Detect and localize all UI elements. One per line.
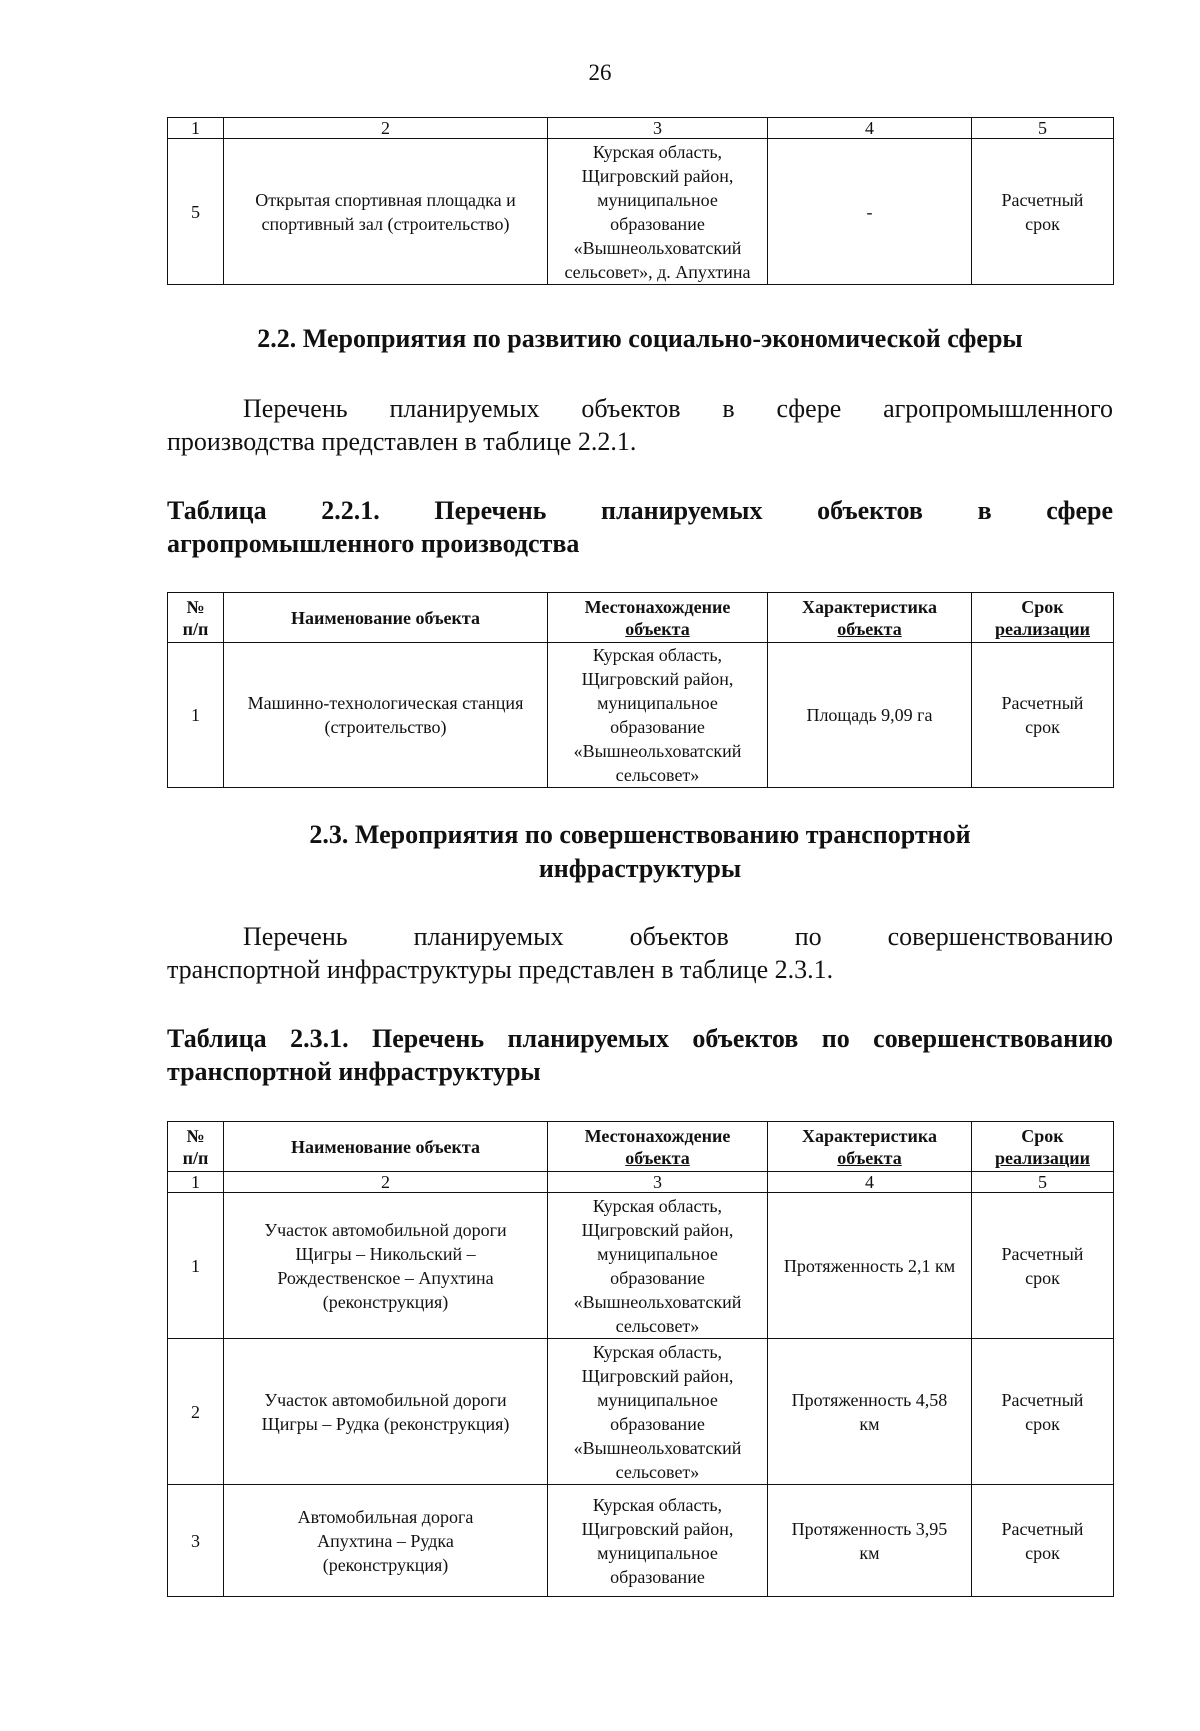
cell-name (224, 1339, 548, 1485)
cell-characteristic: - (768, 139, 972, 285)
cell-line: Расчетный (1001, 1243, 1084, 1264)
cell-line: образование (610, 213, 705, 234)
header-term (972, 1122, 1114, 1172)
cell-term (972, 1339, 1114, 1485)
header-line: № (186, 596, 205, 617)
header-line: п/п (182, 1147, 209, 1168)
cell-location (548, 1339, 768, 1485)
header-line: объекта (625, 618, 690, 639)
header-line: Срок (1021, 1125, 1064, 1146)
cell-line: Щигровский район, (581, 1365, 734, 1386)
header-line: объекта (837, 1147, 902, 1168)
header-line: Характеристика (802, 596, 937, 617)
table-row (168, 643, 1114, 788)
table-row (168, 1193, 1114, 1339)
cell-line: срок (1025, 1542, 1060, 1563)
cell-line: Расчетный (1001, 1389, 1084, 1410)
header-num (168, 1122, 224, 1172)
cell-location (548, 643, 768, 788)
cell-line: Открытая спортивная площадка и (255, 189, 516, 210)
table-index-row (168, 118, 1114, 139)
cell-characteristic (768, 643, 972, 788)
index-cell: 3 (548, 118, 768, 139)
cell-line: Апухтина – Рудка (317, 1530, 454, 1551)
cell-term (972, 643, 1114, 788)
cell-line: «Вышнеольховатский (573, 237, 742, 258)
table-continuation (167, 117, 1114, 285)
header-location (548, 1122, 768, 1172)
section-heading-2-3-line1: 2.3. Мероприятия по совершенствованию транспортной (309, 820, 971, 849)
cell-line: спортивный зал (строительство) (261, 213, 510, 234)
cell-name (224, 1485, 548, 1597)
cell-line: муниципальное (597, 1389, 718, 1410)
table-index-row (168, 1172, 1114, 1193)
table-caption-2-2-1-line2: агропромышленного производства (167, 529, 580, 558)
table-row (168, 1485, 1114, 1597)
cell-line: (реконструкция) (322, 1554, 449, 1575)
cell-line: срок (1025, 717, 1060, 737)
cell-line: Протяженность 3,95 (791, 1518, 948, 1539)
cell-line: муниципальное (597, 1542, 718, 1563)
cell-line: муниципальное (597, 1243, 718, 1264)
cell-location (548, 139, 768, 285)
table-header-row (168, 1122, 1114, 1172)
cell-num: 1 (168, 643, 224, 788)
cell-line: образование (610, 717, 705, 737)
table-caption-2-3-1-line2: транспортной инфраструктуры (167, 1057, 541, 1086)
cell-location (548, 1193, 768, 1339)
paragraph-2-3-line1: Перечень планируемых объектов по совершенствованию (243, 922, 1113, 951)
index-cell: 5 (972, 118, 1114, 139)
cell-line: Расчетный (1001, 1518, 1084, 1539)
paragraph-2-2-line1: Перечень планируемых объектов в сфере агропромышленного (243, 394, 1113, 423)
cell-line: «Вышнеольховатский (573, 1291, 742, 1312)
cell-line: муниципальное (597, 189, 718, 210)
cell-line: сельсовет» (615, 1315, 700, 1336)
cell-characteristic (768, 1193, 972, 1339)
cell-line: км (859, 1413, 880, 1434)
cell-line: Протяженность 4,58 (791, 1389, 948, 1410)
cell-line: образование (610, 1267, 705, 1288)
table-2-3-1 (167, 1121, 1114, 1597)
cell-line: Площадь 9,09 га (806, 705, 933, 725)
cell-line: Курская область, (592, 141, 723, 162)
cell-line: «Вышнеольховатский (573, 741, 742, 761)
index-cell: 3 (548, 1172, 768, 1193)
table-row (168, 139, 1114, 285)
index-cell: 1 (168, 118, 224, 139)
cell-line: «Вышнеольховатский (573, 1437, 742, 1458)
header-line: реализации (995, 1147, 1090, 1168)
table-row (168, 1339, 1114, 1485)
cell-line: Щигровский район, (581, 1518, 734, 1539)
header-location (548, 593, 768, 643)
header-characteristic (768, 593, 972, 643)
cell-term (972, 1193, 1114, 1339)
cell-line: Машинно-технологическая станция (247, 693, 524, 713)
cell-characteristic (768, 1339, 972, 1485)
cell-line: сельсовет», д. Апухтина (564, 261, 751, 282)
cell-line: Курская область, (592, 1341, 723, 1362)
cell-num: 3 (168, 1485, 224, 1597)
header-line: п/п (182, 618, 209, 639)
cell-name (224, 139, 548, 285)
cell-line: муниципальное (597, 693, 718, 713)
header-line: объекта (625, 1147, 690, 1168)
table-2-2-1 (167, 592, 1114, 788)
cell-line: Автомобильная дорога (297, 1506, 474, 1527)
cell-line: срок (1025, 1267, 1060, 1288)
table-caption-2-2-1-line1: Таблица 2.2.1. Перечень планируемых объектов в сфере (167, 496, 1113, 525)
index-cell: 5 (972, 1172, 1114, 1193)
cell-line: Курская область, (592, 1494, 723, 1515)
cell-name (224, 643, 548, 788)
cell-line: срок (1025, 213, 1060, 234)
header-name: Наименование объекта (224, 593, 548, 643)
cell-characteristic (768, 1485, 972, 1597)
cell-line: Щигровский район, (581, 165, 734, 186)
cell-line: Курская область, (592, 1195, 723, 1216)
cell-num: 1 (168, 1193, 224, 1339)
cell-line: Протяженность 2,1 км (783, 1255, 956, 1276)
cell-term (972, 139, 1114, 285)
cell-line: Участок автомобильной дороги (264, 1219, 507, 1240)
header-line: № (186, 1125, 205, 1146)
paragraph-2-3-line2: транспортной инфраструктуры представлен в таблице 2.3.1. (167, 955, 834, 984)
header-line: объекта (837, 618, 902, 639)
index-cell: 2 (224, 118, 548, 139)
paragraph-2-2-line2: производства представлен в таблице 2.2.1. (167, 427, 637, 456)
header-term (972, 593, 1114, 643)
cell-num: 2 (168, 1339, 224, 1485)
index-cell: 4 (768, 1172, 972, 1193)
header-line: Характеристика (802, 1125, 937, 1146)
table-header-row (168, 593, 1114, 643)
cell-line: Щигровский район, (581, 669, 734, 689)
header-name: Наименование объекта (224, 1122, 548, 1172)
cell-line: Щигровский район, (581, 1219, 734, 1240)
cell-line: срок (1025, 1413, 1060, 1434)
header-line: Срок (1021, 596, 1064, 617)
cell-line: Расчетный (1001, 189, 1084, 210)
cell-line: сельсовет» (615, 765, 700, 785)
header-line: Местонахождение (584, 596, 731, 617)
header-characteristic (768, 1122, 972, 1172)
cell-num: 5 (168, 139, 224, 285)
cell-name (224, 1193, 548, 1339)
index-cell: 1 (168, 1172, 224, 1193)
cell-line: (строительство) (324, 717, 447, 737)
cell-line: Щигры – Никольский – (295, 1243, 476, 1264)
cell-line: Расчетный (1001, 693, 1084, 713)
cell-location (548, 1485, 768, 1597)
page-number: 26 (588, 60, 612, 85)
section-heading-2-3-line2: инфраструктуры (538, 854, 742, 883)
index-cell: 2 (224, 1172, 548, 1193)
index-cell: 4 (768, 118, 972, 139)
header-line: реализации (995, 618, 1090, 639)
cell-line: Курская область, (592, 645, 723, 665)
cell-line: Участок автомобильной дороги (264, 1389, 507, 1410)
cell-line: км (859, 1542, 880, 1563)
section-heading-2-2: 2.2. Мероприятия по развитию социально-экономической сферы (257, 324, 1023, 353)
header-line: Местонахождение (584, 1125, 731, 1146)
header-num (168, 593, 224, 643)
cell-line: образование (610, 1413, 705, 1434)
cell-line: Щигры – Рудка (реконструкция) (261, 1413, 510, 1434)
cell-line: Рождественское – Апухтина (277, 1267, 494, 1288)
cell-line: сельсовет» (615, 1461, 700, 1482)
cell-term (972, 1485, 1114, 1597)
cell-line: (реконструкция) (322, 1291, 449, 1312)
cell-line: образование (610, 1566, 705, 1587)
table-caption-2-3-1-line1: Таблица 2.3.1. Перечень планируемых объектов по совершенствованию (167, 1024, 1113, 1053)
